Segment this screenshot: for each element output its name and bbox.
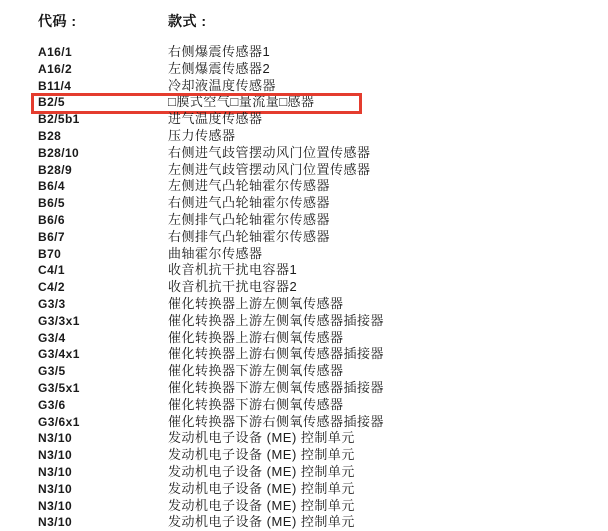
table-row-G3/3 [0, 296, 608, 313]
table-row-N3/10 [0, 498, 608, 515]
table-row-G3/4 [0, 330, 608, 347]
component-description: 左侧排气凸轮轴霍尔传感器 [168, 211, 331, 227]
table-row-B6/7 [0, 229, 608, 246]
component-code: N3/10 [38, 515, 73, 530]
component-description: 压力传感器 [168, 127, 236, 143]
component-code: B6/7 [38, 229, 65, 244]
component-code: N3/10 [38, 464, 73, 479]
component-description: 收音机抗干扰电容器2 [168, 279, 298, 295]
component-description: □膜式空气□量流量□感器 [168, 94, 315, 110]
component-code: B28/10 [38, 145, 80, 160]
component-description: 催化转换器上游右侧氧传感器插接器 [168, 346, 385, 362]
table-row-B28 [0, 128, 608, 145]
component-code: G3/3x1 [38, 313, 80, 328]
component-description: 右侧排气凸轮轴霍尔传感器 [168, 228, 331, 244]
table-header [0, 11, 207, 31]
component-code: C4/2 [38, 280, 65, 295]
component-description: 催化转换器下游左侧氧传感器 [168, 363, 344, 379]
component-description: 进气温度传感器 [168, 111, 263, 127]
component-code: G3/5 [38, 364, 66, 379]
component-description: 左侧进气凸轮轴霍尔传感器 [168, 178, 331, 194]
component-code: C4/1 [38, 263, 65, 278]
component-code: B28/9 [38, 162, 73, 177]
component-description: 收音机抗干扰电容器1 [168, 262, 298, 278]
component-code: G3/6x1 [38, 414, 80, 429]
table-row-A16/2 [0, 61, 608, 78]
component-description: 右侧爆震传感器1 [168, 44, 271, 59]
component-code: N3/10 [38, 498, 73, 513]
table-row-G3/4x1 [0, 346, 608, 363]
table-body [0, 44, 608, 531]
style-column-header: 款式 : [168, 13, 207, 29]
component-description: 催化转换器下游右侧氧传感器插接器 [168, 413, 385, 429]
component-code: A16/1 [38, 45, 73, 59]
table-row-B28/10 [0, 145, 608, 162]
component-code: B6/5 [38, 196, 65, 211]
component-code: N3/10 [38, 481, 73, 496]
component-description: 发动机电子设备 (ME) 控制单元 [168, 480, 355, 496]
table-row-N3/10 [0, 514, 608, 531]
table-row-N3/10 [0, 447, 608, 464]
table-row-B11/4 [0, 78, 608, 95]
table-row-B2/5b1 [0, 111, 608, 128]
table-row-G3/6x1 [0, 414, 608, 431]
table-row-N3/10 [0, 430, 608, 447]
component-description: 左侧进气歧管摆动风门位置传感器 [168, 161, 371, 177]
component-code: B6/6 [38, 212, 65, 227]
table-row-B6/5 [0, 195, 608, 212]
table-row-G3/6 [0, 397, 608, 414]
table-row-C4/1 [0, 262, 608, 279]
component-code: B28 [38, 128, 62, 143]
component-code: B6/4 [38, 179, 65, 194]
component-code: G3/3 [38, 296, 66, 311]
table-row-G3/5x1 [0, 380, 608, 397]
component-code: N3/10 [38, 448, 73, 463]
component-description: 发动机电子设备 (ME) 控制单元 [168, 447, 355, 463]
component-description: 催化转换器上游左侧氧传感器插接器 [168, 312, 385, 328]
component-code: B70 [38, 246, 62, 261]
component-description: 催化转换器下游左侧氧传感器插接器 [168, 379, 385, 395]
code-column-header: 代码 : [38, 13, 77, 29]
component-code: G3/4x1 [38, 347, 80, 362]
table-row-B6/6 [0, 212, 608, 229]
component-description: 发动机电子设备 (ME) 控制单元 [168, 497, 355, 513]
component-description: 冷却液温度传感器 [168, 77, 277, 93]
component-description: 发动机电子设备 (ME) 控制单元 [168, 430, 355, 446]
table-row-B2/5-highlighted [0, 94, 608, 111]
table-row-G3/3x1 [0, 313, 608, 330]
component-description: 催化转换器下游右侧氧传感器 [168, 396, 344, 412]
table-row-A16/1 [0, 44, 608, 61]
component-code: G3/5x1 [38, 380, 80, 395]
component-description: 催化转换器上游右侧氧传感器 [168, 329, 344, 345]
component-description: 发动机电子设备 (ME) 控制单元 [168, 514, 355, 530]
component-code: B2/5 [38, 95, 65, 110]
component-description: 左侧爆震传感器2 [168, 60, 271, 76]
table-row-B28/9 [0, 162, 608, 179]
table-row-G3/5 [0, 363, 608, 380]
component-code: A16/2 [38, 61, 73, 76]
table-row-B6/4 [0, 178, 608, 195]
component-description: 右侧进气歧管摆动风门位置传感器 [168, 144, 371, 160]
component-code: G3/6 [38, 397, 66, 412]
component-code: N3/10 [38, 431, 73, 446]
component-description: 发动机电子设备 (ME) 控制单元 [168, 463, 355, 479]
table-row-N3/10 [0, 481, 608, 498]
table-row-C4/2 [0, 279, 608, 296]
component-code: B11/4 [38, 78, 72, 93]
component-description: 曲轴霍尔传感器 [168, 245, 263, 261]
component-description: 催化转换器上游左侧氧传感器 [168, 295, 344, 311]
table-row-B70 [0, 246, 608, 263]
component-description: 右侧进气凸轮轴霍尔传感器 [168, 195, 331, 211]
table-row-N3/10 [0, 464, 608, 481]
component-code: B2/5b1 [38, 112, 80, 127]
component-code: G3/4 [38, 330, 66, 345]
